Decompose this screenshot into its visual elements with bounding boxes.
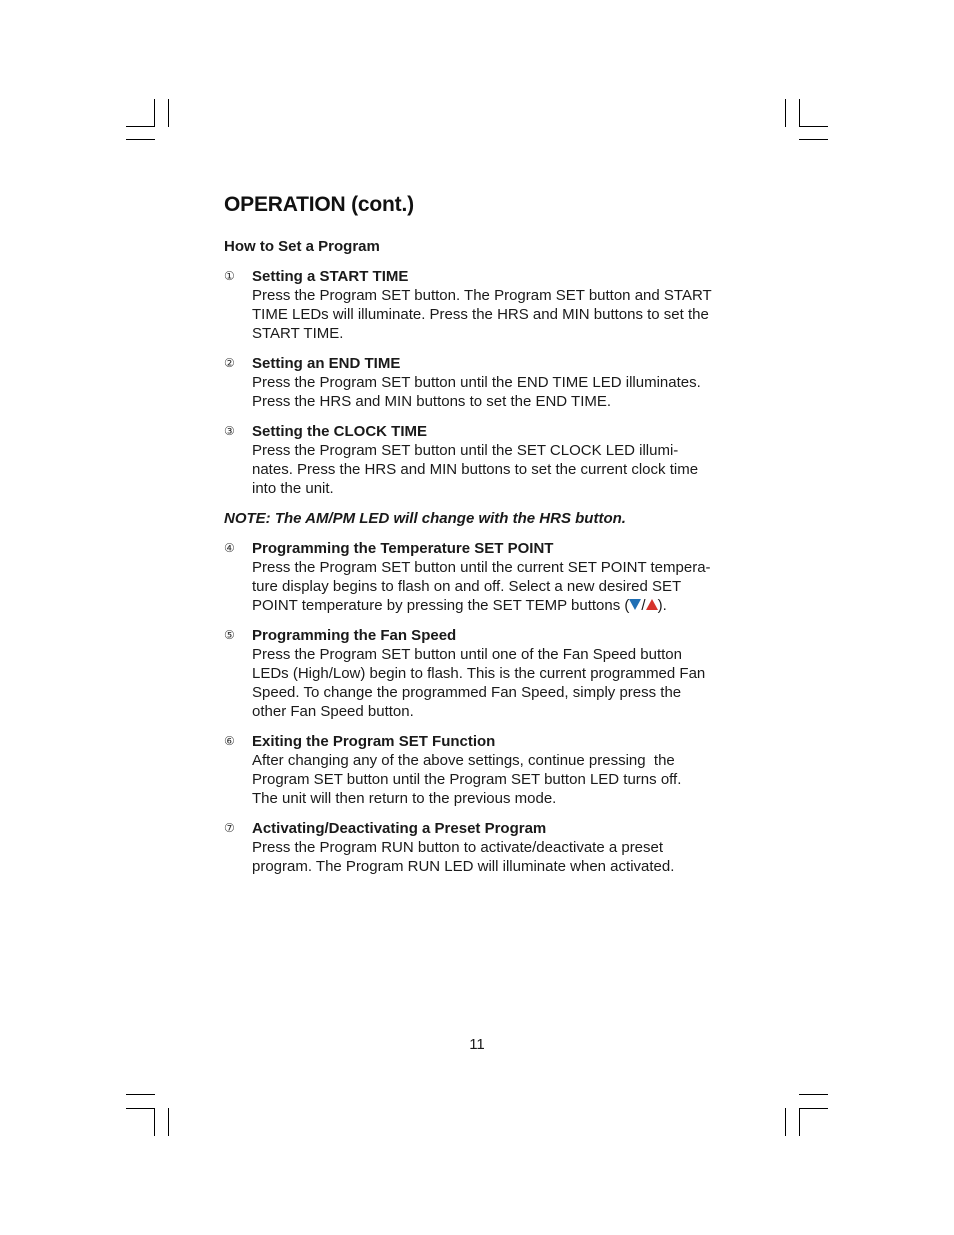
- step-4: [224, 539, 744, 615]
- page-title: OPERATION (cont.): [224, 193, 414, 216]
- step-body: [252, 838, 744, 876]
- step-number: ③: [224, 424, 235, 438]
- step-line: nates. Press the HRS and MIN buttons to set the current clock time: [252, 461, 699, 478]
- step-number: ⑤: [224, 628, 235, 642]
- step-1: [224, 267, 744, 343]
- step-number: ①: [224, 269, 235, 283]
- triangle-down-icon: [629, 599, 641, 610]
- step-body: [252, 558, 744, 615]
- triangle-up-icon: [646, 599, 658, 610]
- step-title: Exiting the Program SET Function: [252, 733, 496, 750]
- crop-mark: [154, 99, 155, 127]
- crop-mark: [168, 99, 169, 127]
- step-7: [224, 819, 744, 876]
- crop-mark: [799, 1094, 828, 1095]
- crop-mark: [785, 1108, 786, 1136]
- step-number: ②: [224, 356, 235, 370]
- crop-mark: [799, 1108, 828, 1109]
- crop-mark: [126, 1108, 155, 1109]
- step-line: ture display begins to flash on and off. Select a new desired SET: [252, 578, 682, 595]
- step-title: Programming the Fan Speed: [252, 627, 457, 644]
- step-5: [224, 626, 744, 721]
- step-title: Activating/Deactivating a Preset Program: [252, 820, 547, 837]
- crop-mark: [154, 1108, 155, 1136]
- step-line: Press the Program SET button until one of the Fan Speed button: [252, 646, 682, 663]
- step-body: [252, 645, 744, 721]
- step-6: [224, 732, 744, 808]
- step-line-text: POINT temperature by pressing the SET TEMP buttons (: [252, 597, 630, 614]
- step-line: [252, 596, 744, 615]
- step-title: Setting an END TIME: [252, 355, 401, 372]
- step-line: other Fan Speed button.: [252, 703, 414, 720]
- crop-mark: [799, 99, 800, 127]
- step-line: Press the HRS and MIN buttons to set the END TIME.: [252, 393, 612, 410]
- step-line: Press the Program RUN button to activate/deactivate a preset: [252, 839, 664, 856]
- step-line: into the unit.: [252, 480, 334, 497]
- step-title: Setting the CLOCK TIME: [252, 423, 427, 440]
- step-number: ⑦: [224, 821, 235, 835]
- step-body: [252, 373, 744, 411]
- step-line: Press the Program SET button until the END TIME LED illuminates.: [252, 374, 701, 391]
- page-number: 11: [469, 1036, 485, 1053]
- step-line: Program SET button until the Program SET button LED turns off.: [252, 771, 682, 788]
- section-heading: How to Set a Program: [224, 238, 380, 255]
- step-line: TIME LEDs will illuminate. Press the HRS and MIN buttons to set the: [252, 306, 709, 323]
- step-line: The unit will then return to the previous mode.: [252, 790, 557, 807]
- step-line: START TIME.: [252, 325, 344, 342]
- step-title: Programming the Temperature SET POINT: [252, 540, 554, 557]
- step-line: Press the Program SET button until the current SET POINT tempera-: [252, 559, 711, 576]
- step-line: Press the Program SET button until the SET CLOCK LED illumi-: [252, 442, 679, 459]
- step-line: program. The Program RUN LED will illuminate when activated.: [252, 858, 675, 875]
- step-line: Speed. To change the programmed Fan Speed, simply press the: [252, 684, 682, 701]
- step-number: ⑥: [224, 734, 235, 748]
- step-line: Press the Program SET button. The Program SET button and START: [252, 287, 712, 304]
- step-line: LEDs (High/Low) begin to flash. This is the current programmed Fan: [252, 665, 706, 682]
- crop-mark: [799, 126, 828, 127]
- crop-mark: [799, 1108, 800, 1136]
- step-line-text: ).: [657, 597, 667, 614]
- page-content: [224, 192, 744, 876]
- crop-mark: [799, 139, 828, 140]
- step-line: After changing any of the above settings, continue pressing the: [252, 752, 675, 769]
- step-body: [252, 286, 744, 343]
- step-body: [252, 441, 744, 498]
- step-title: Setting a START TIME: [252, 268, 409, 285]
- note: NOTE: The AM/PM LED will change with the HRS button.: [224, 510, 626, 527]
- crop-mark: [126, 139, 155, 140]
- separator: /: [641, 597, 646, 614]
- crop-mark: [126, 126, 155, 127]
- step-2: [224, 354, 744, 411]
- step-3: [224, 422, 744, 498]
- step-body: [252, 751, 744, 808]
- step-number: ④: [224, 541, 235, 555]
- crop-mark: [785, 99, 786, 127]
- crop-mark: [168, 1108, 169, 1136]
- crop-mark: [126, 1094, 155, 1095]
